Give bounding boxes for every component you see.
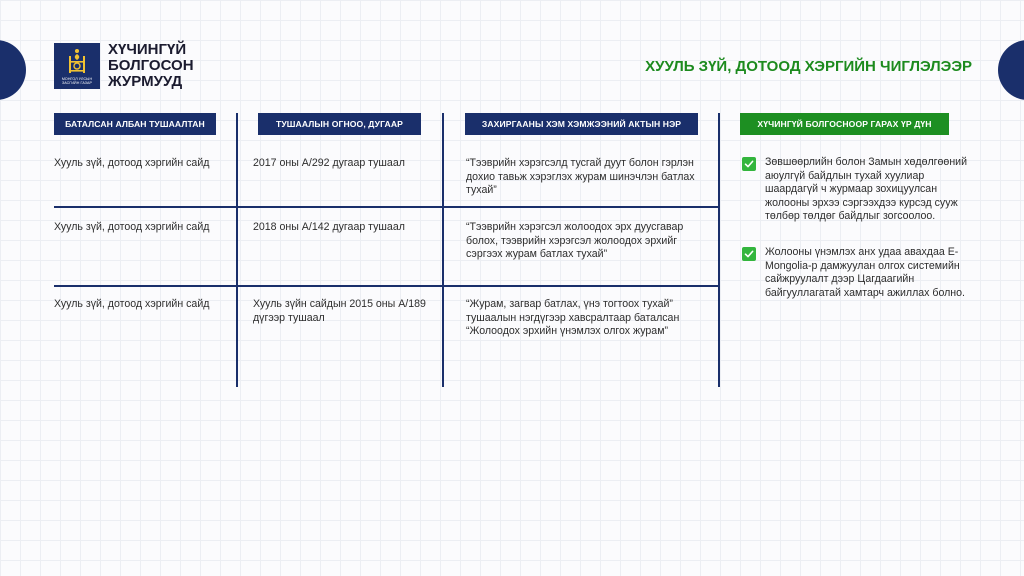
column-header-act: ЗАХИРГААНЫ ХЭМ ХЭМЖЭЭНИЙ АКТЫН НЭР (465, 113, 698, 135)
column-divider (236, 113, 238, 387)
checkmark-icon (742, 247, 756, 261)
column-divider (718, 113, 720, 387)
logo-caption: МОНГОЛ УЛСЫН ЗАСГИЙН ГАЗАР (61, 76, 93, 85)
row2-act: “Тээврийн хэрэгсэл жолоодох эрх дуусгавар болох, тээврийн хэрэгсэл жолоодох эрхийг сэргээх журам батлах тухай” (466, 221, 684, 260)
soyombo-emblem-icon (66, 48, 88, 76)
checkmark-icon (742, 157, 756, 171)
column-header-order: ТУШААЛЫН ОГНОО, ДУГААР (258, 113, 421, 135)
result-item (742, 156, 967, 224)
right-edge-decoration (998, 40, 1024, 100)
column-header-result: ХҮЧИНГҮЙ БОЛГОСНООР ГАРАХ ҮР ДҮН (740, 113, 949, 135)
column-divider (442, 113, 444, 387)
row3-official: Хууль зүй, дотоод хэргийн сайд (54, 298, 210, 310)
brand-title: ХҮЧИНГҮЙ БОЛГОСОН ЖУРМУУД (108, 41, 194, 90)
row1-official: Хууль зүй, дотоод хэргийн сайд (54, 157, 210, 169)
result-text: Зөвшөөрлийн болон Замын хөдөлгөөний аюулгүй байдлын тухай хуулиар шаардагүй ч журмаар зохицуулсан жолооны эрхээ сэргээхдээ курсэд сууж төлбөр төлдөг байдлыг зогсоолоо. (765, 156, 968, 222)
row1-act: “Тээврийн хэрэгсэлд тусгай дуут болон гэрлэн дохио тавьж хэрэглэх журам шинэчлэн батлах тухай” (466, 157, 695, 196)
column-header-official: БАТАЛСАН АЛБАН ТУШААЛТАН (54, 113, 216, 135)
row3-act: “Журам, загвар батлах, үнэ тогтоох тухай” тушаалын нэгдүгээр хавсралтаар баталсан “Жолоодох эрхийн үнэмлэх олгох журам” (466, 298, 680, 337)
row1-order: 2017 оны А/292 дугаар тушаал (253, 157, 405, 169)
result-text: Жолооны үнэмлэх анх удаа авахдаа E-Mongolia-р дамжуулан олгох системийн сайжруулалт дээр Цагдаагийн байгууллагатай хамтарч ажиллах болно. (765, 246, 965, 299)
row2-official: Хууль зүй, дотоод хэргийн сайд (54, 221, 210, 233)
government-logo (54, 43, 100, 89)
row3-order: Хууль зүйн сайдын 2015 оны А/189 дүгээр тушаал (253, 298, 426, 324)
result-item (742, 246, 967, 300)
row-divider (54, 206, 718, 208)
left-edge-decoration (0, 40, 26, 100)
row-divider (54, 285, 718, 287)
page-title: ХУУЛЬ ЗҮЙ, ДОТООД ХЭРГИЙН ЧИГЛЭЛЭЭР (645, 58, 972, 75)
row2-order: 2018 оны А/142 дугаар тушаал (253, 221, 405, 233)
